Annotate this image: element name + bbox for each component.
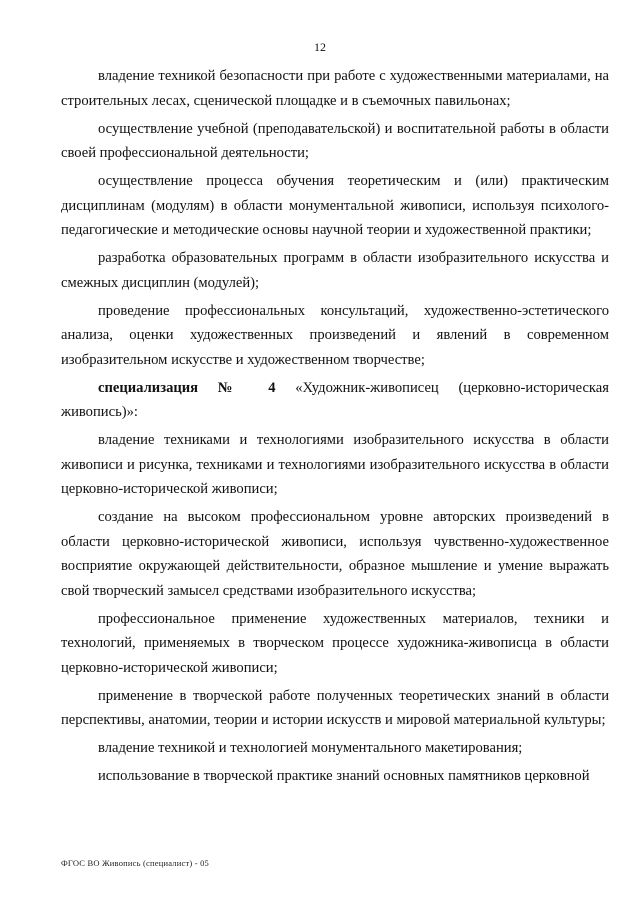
- page-number: 12: [314, 40, 326, 54]
- paragraph: [61, 246, 609, 295]
- paragraph: [61, 684, 609, 733]
- paragraph: [61, 299, 609, 373]
- specialization-label: специализация № 4: [98, 379, 276, 396]
- paragraph-text: применение в творческой работе полученных теоретических знаний в области перспективы, анатомии, теории и истории искусств и мировой материальной культуры;: [61, 687, 609, 728]
- paragraph: [61, 169, 609, 243]
- paragraph: [61, 117, 609, 166]
- paragraph-text: осуществление процесса обучения теоретическим и (или) практическим дисциплинам (модулям) в области монументальной живописи, используя психолого-педагогические и методические основы научной теории и художественной практики;: [61, 173, 609, 238]
- paragraph-text: профессиональное применение художественных материалов, техники и технологий, применяемых в творческом процессе художника-живописца в области церковно-исторической живописи;: [61, 610, 609, 676]
- document-body: [61, 64, 609, 792]
- specialization-heading: [61, 376, 609, 425]
- paragraph: [61, 428, 609, 502]
- paragraph: [61, 736, 609, 761]
- paragraph: [61, 505, 609, 603]
- paragraph-text: владение техникой и технологией монументального макетирования;: [98, 740, 523, 756]
- document-footer: ФГОС ВО Живопись (специалист) - 05: [61, 858, 209, 868]
- specialization-title: «Художник-живописец (церковно-историческая живопись)»:: [61, 379, 609, 420]
- paragraph-text: владение техниками и технологиями изобразительного искусства в области живописи и рисунка, техниками и технологиями изобразительного искусства в области церковно-исторической живописи;: [61, 432, 609, 497]
- paragraph: [61, 764, 609, 789]
- paragraph-text: создание на высоком профессиональном уровне авторских произведений в области церковно-исторической живописи, используя чувственно-художественное восприятие окружающей действительности, образное мышление и умение выражать свой творческий замысел средствами изобразительного искусства;: [61, 509, 609, 599]
- paragraph-text: проведение профессиональных консультаций, художественно-эстетического анализа, оценки художественных произведений и явлений в современном изобразительном искусстве и художественном творчестве;: [61, 302, 609, 368]
- paragraph-text: осуществление учебной (преподавательской) и воспитательной работы в области своей профессиональной деятельности;: [61, 120, 609, 161]
- paragraph: [61, 607, 609, 681]
- paragraph: [61, 64, 609, 113]
- paragraph-text: владение техникой безопасности при работе с художественными материалами, на строительных лесах, сценической площадке и в съемочных павильонах;: [61, 68, 609, 109]
- paragraph-text: использование в творческой практике знаний основных памятников церковной: [98, 768, 590, 784]
- paragraph-text: разработка образовательных программ в области изобразительного искусства и смежных дисциплин (модулей);: [61, 250, 609, 291]
